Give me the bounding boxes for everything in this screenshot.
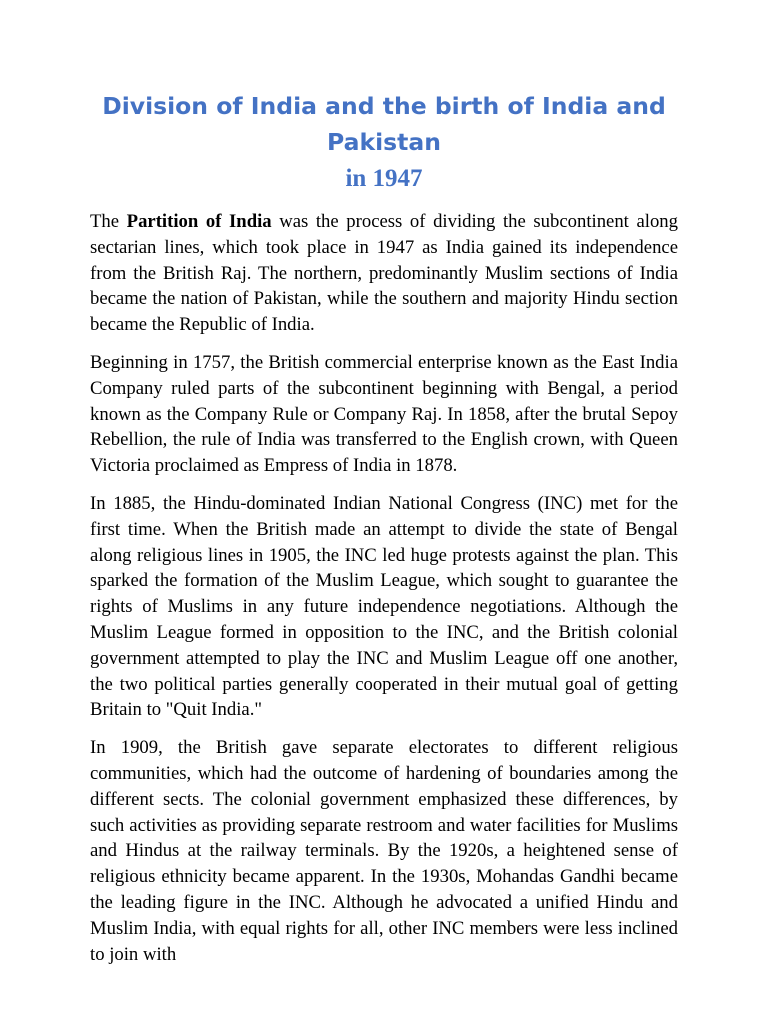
document-title bbox=[90, 88, 678, 197]
title-year: in 1947 bbox=[345, 165, 423, 192]
paragraph-company-rule: Beginning in 1757, the British commercial enterprise known as the East India Company ruled parts of the subcontinent beginning with Bengal, a period known as the Company Rule or Company Raj. In 1858, after the brutal Sepoy Rebellion, the rule of India was transferred to the English crown, with Queen Victoria proclaimed as Empress of India in 1878. bbox=[90, 351, 678, 477]
document-page bbox=[90, 88, 678, 979]
paragraph-rest: was the process of dividing the subcontinent along sectarian lines, which took place in 1947 as India gained its independence from the British Raj. The northern, predominantly Muslim sections of India became the nation of Pakistan, while the southern and majority Hindu section became the Republic of India. bbox=[90, 211, 678, 336]
bold-term-partition: Partition of India bbox=[126, 211, 272, 232]
title-main: Division of India and the birth of India and Pakistan bbox=[102, 92, 666, 156]
paragraph-lead: The bbox=[90, 211, 127, 232]
paragraph-partition bbox=[90, 209, 678, 338]
paragraph-inc: In 1885, the Hindu-dominated Indian National Congress (INC) met for the first time. When the British made an attempt to divide the state of Bengal along religious lines in 1905, the INC led huge protests against the plan. This sparked the formation of the Muslim League, which sought to guarantee the rights of Muslims in any future independence negotiations. Although the Muslim League formed in opposition to the INC, and the British colonial government attempted to play the INC and Muslim League off one another, the two political parties generally cooperated in their mutual goal of getting Britain to "Quit India." bbox=[90, 492, 678, 721]
paragraph-electorates: In 1909, the British gave separate electorates to different religious communities, which had the outcome of hardening of boundaries among the different sects. The colonial government emphasized these differences, by such activities as providing separate restroom and water facilities for Muslims and Hindus at the railway terminals. By the 1920s, a heightened sense of religious ethnicity became apparent. In the 1930s, Mohandas Gandhi became the leading figure in the INC. Although he advocated a unified Hindu and Muslim India, with equal rights for all, other INC members were less inclined to join with bbox=[90, 737, 678, 965]
